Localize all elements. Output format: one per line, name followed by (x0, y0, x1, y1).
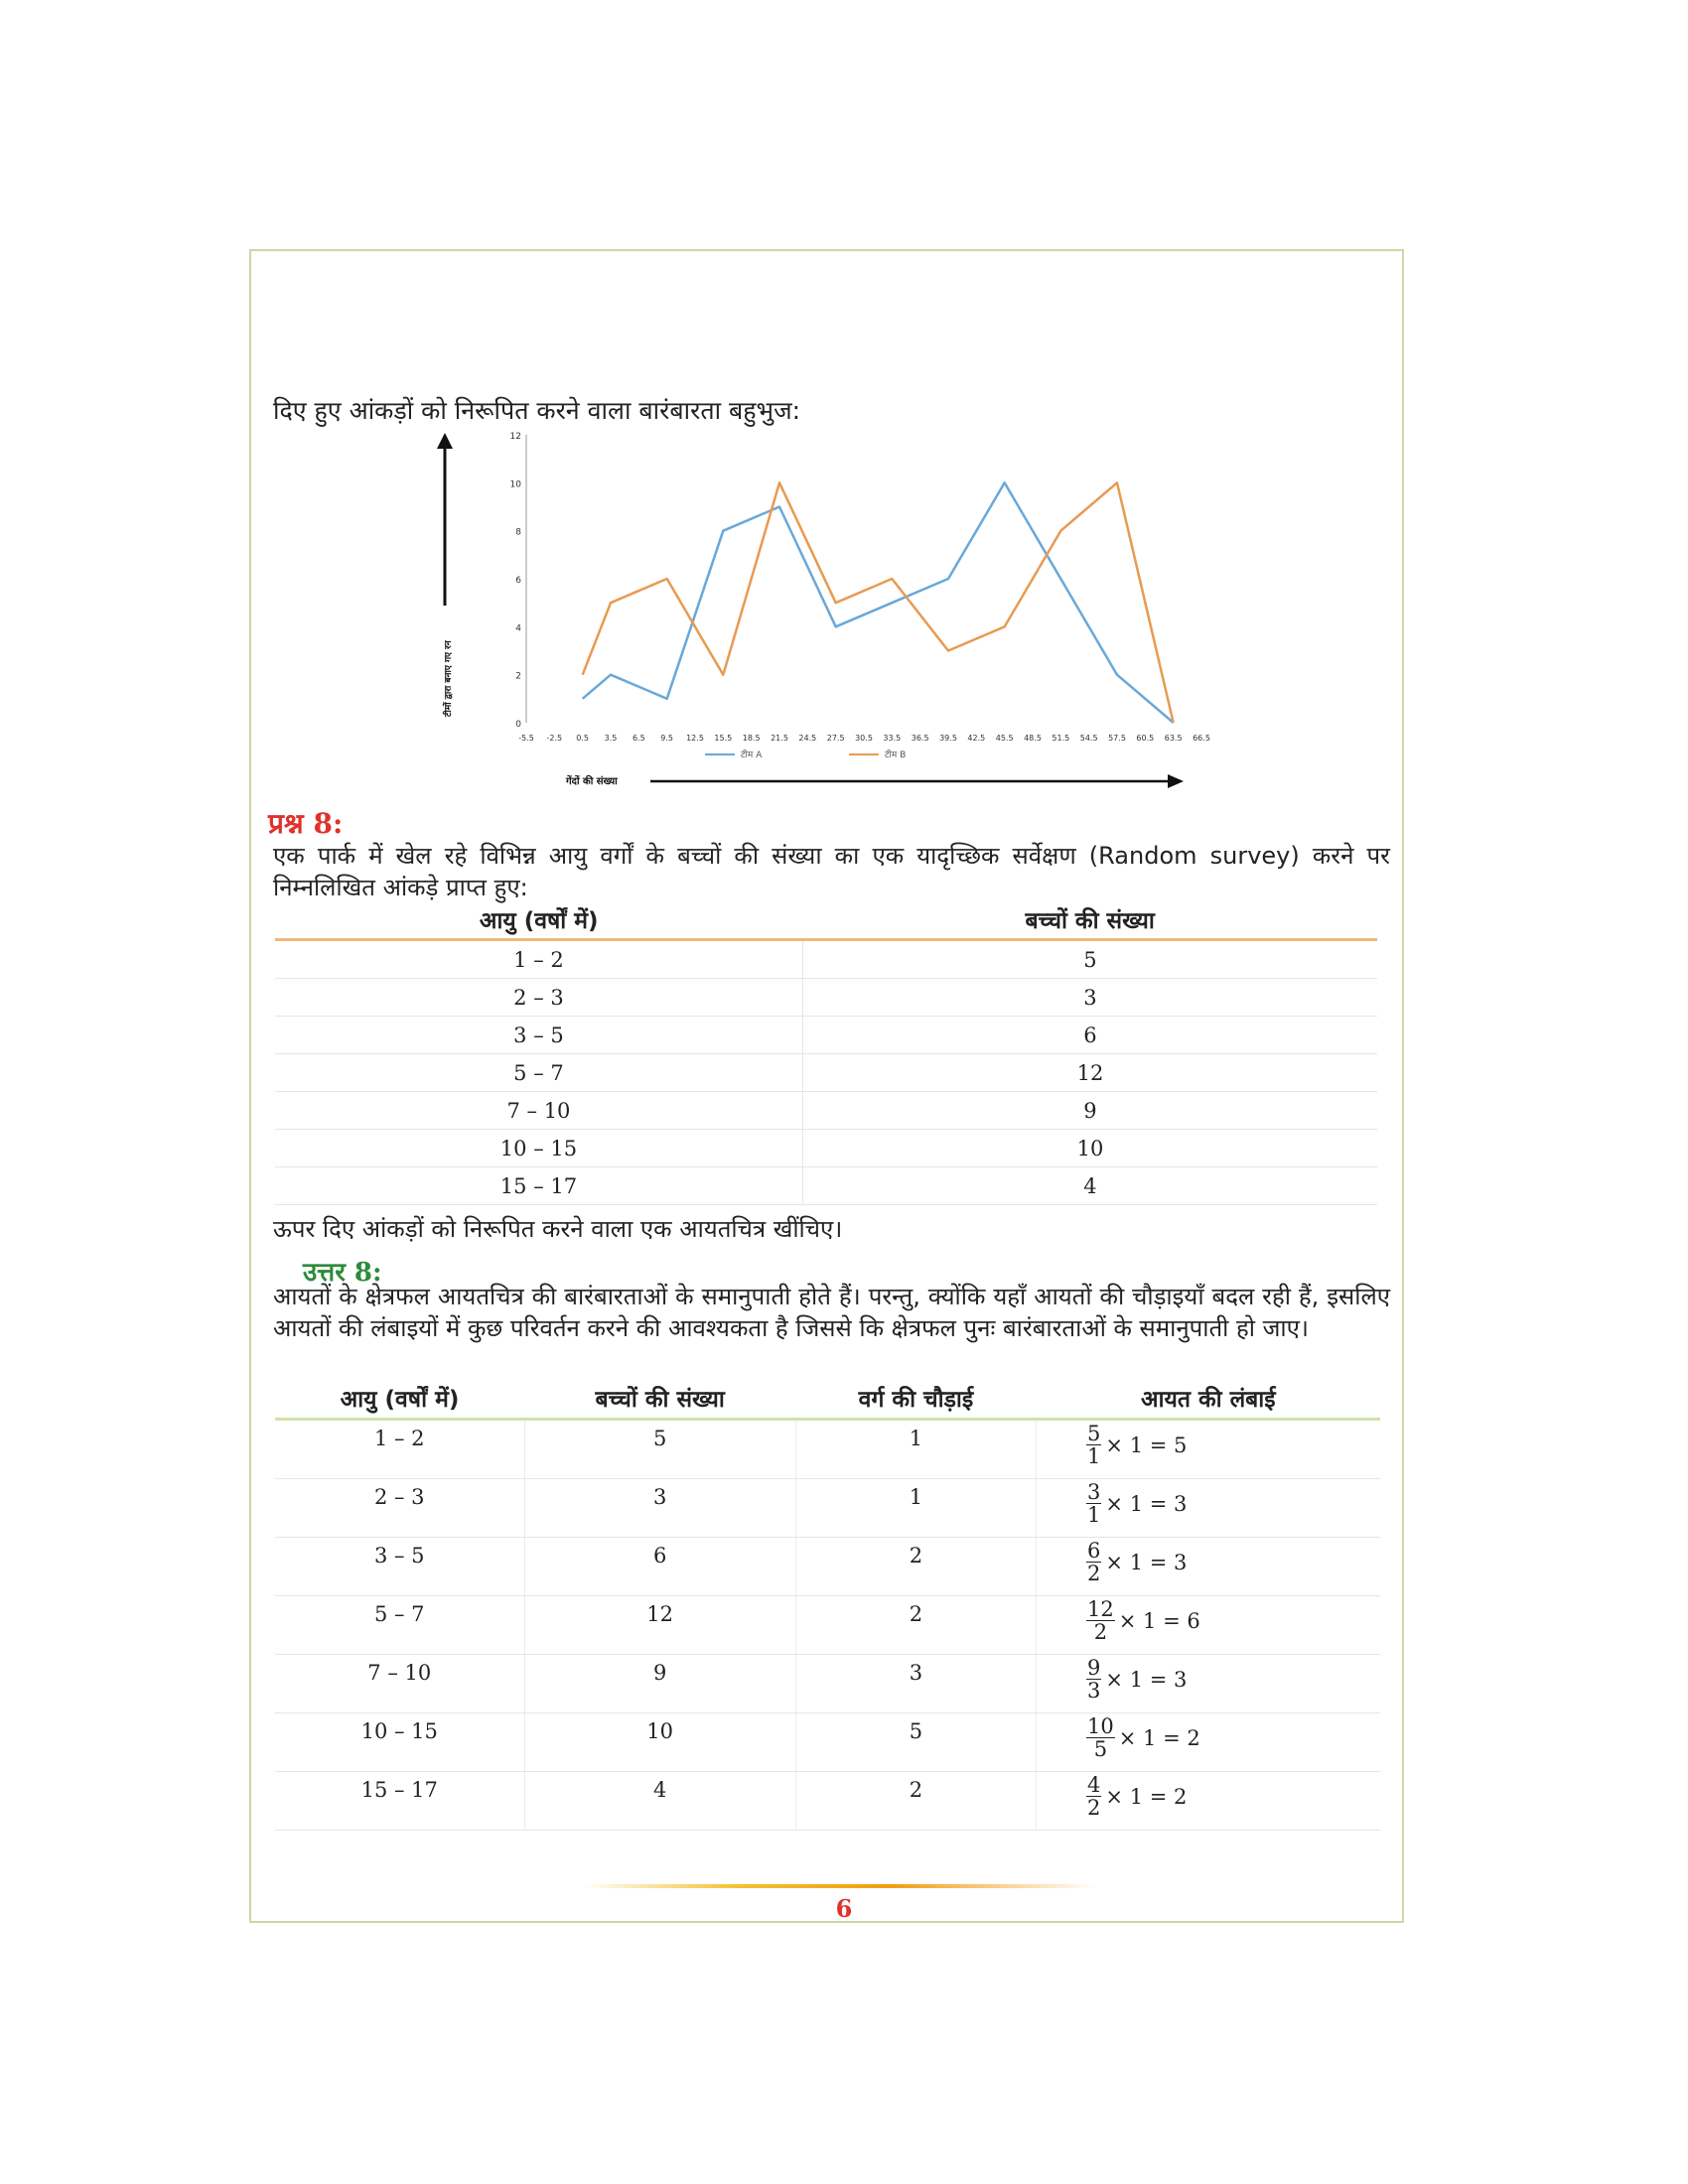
length-cell (1037, 1713, 1380, 1772)
count-cell: 10 (524, 1713, 795, 1772)
length-result: × 1 = 3 (1105, 1667, 1188, 1692)
y-axis-label: टीमों द्वारा बनाए गए रन (444, 640, 454, 717)
table-row (275, 1596, 1380, 1655)
y-tick-label: 6 (515, 576, 521, 586)
width-cell: 5 (795, 1713, 1036, 1772)
header-age: आयु (वर्षों में) (275, 900, 802, 940)
x-tick-label: 3.5 (604, 734, 618, 743)
x-tick-label: 42.5 (967, 734, 986, 743)
length-result: × 1 = 3 (1105, 1491, 1188, 1516)
fraction-numerator: 4 (1087, 1773, 1101, 1797)
table-row (275, 1420, 1380, 1479)
x-tick-label: 63.5 (1164, 734, 1183, 743)
count-cell: 3 (802, 979, 1377, 1017)
length-result: × 1 = 2 (1118, 1725, 1200, 1750)
x-tick-label: 57.5 (1108, 734, 1126, 743)
count-cell: 3 (524, 1479, 795, 1538)
table-row (275, 1092, 1377, 1130)
width-cell: 2 (795, 1538, 1036, 1596)
table-row (275, 1713, 1380, 1772)
x-tick-label: 27.5 (826, 734, 845, 743)
fraction (1086, 1423, 1101, 1467)
footer-divider (581, 1884, 1097, 1888)
count-cell: 4 (802, 1167, 1377, 1205)
count-cell: 10 (802, 1130, 1377, 1167)
x-tick-label: 21.5 (771, 734, 788, 743)
x-tick-label: 6.5 (632, 734, 645, 743)
fraction (1086, 1598, 1115, 1643)
fraction-denominator: 5 (1093, 1737, 1108, 1761)
table-row (275, 1054, 1377, 1092)
fraction (1086, 1540, 1101, 1584)
age-cell: 15 – 17 (275, 1772, 524, 1831)
table-row (275, 1479, 1380, 1538)
width-cell: 1 (795, 1479, 1036, 1538)
table-row (275, 1017, 1377, 1054)
age-cell: 5 – 7 (275, 1596, 524, 1655)
age-cell: 1 – 2 (275, 1420, 524, 1479)
age-cell: 10 – 15 (275, 1713, 524, 1772)
age-cell: 10 – 15 (275, 1130, 802, 1167)
x-tick-label: 12.5 (686, 734, 704, 743)
x-tick-label: 45.5 (995, 734, 1014, 743)
x-tick-label: 18.5 (742, 734, 761, 743)
length-result: × 1 = 5 (1105, 1433, 1188, 1457)
count-cell: 6 (524, 1538, 795, 1596)
survey-table (275, 900, 1377, 1205)
x-tick-label: 15.5 (714, 734, 733, 743)
width-cell: 1 (795, 1420, 1036, 1479)
count-cell: 5 (524, 1420, 795, 1479)
fraction-denominator: 3 (1087, 1679, 1101, 1703)
age-cell: 7 – 10 (275, 1092, 802, 1130)
count-cell: 9 (802, 1092, 1377, 1130)
length-cell (1037, 1538, 1380, 1596)
answer-text: आयतों के क्षेत्रफल आयतचित्र की बारंबारताओं के समानुपाती होते हैं। परन्तु, क्योंकि यहाँ आयतों की चौड़ाइयाँ बदल रही हैं, इसलिए आयतों की लंबाइयों में कुछ परिवर्तन करने की आवश्यकता है जिससे कि क्षेत्रफल पुनः बारंबारताओं के समानुपाती हो जाए। (273, 1283, 1390, 1342)
age-cell: 2 – 3 (275, 1479, 524, 1538)
fraction (1086, 1715, 1115, 1760)
x-tick-label: 54.5 (1079, 734, 1098, 743)
header-children: बच्चों की संख्या (802, 900, 1377, 940)
x-tick-label: 36.5 (911, 734, 929, 743)
header-age: आयु (वर्षों में) (275, 1378, 524, 1420)
length-result: × 1 = 6 (1118, 1608, 1200, 1633)
legend-label: टीम A (741, 751, 763, 760)
question-heading: प्रश्न 8: (268, 807, 344, 840)
length-result: × 1 = 3 (1105, 1550, 1188, 1574)
age-cell: 2 – 3 (275, 979, 802, 1017)
series-line (583, 482, 1174, 723)
table-row (275, 1167, 1377, 1205)
count-cell: 6 (802, 1017, 1377, 1054)
fraction-denominator: 1 (1087, 1503, 1101, 1527)
table-row (275, 1772, 1380, 1831)
page-number: 6 (835, 1894, 853, 1923)
table-row (275, 940, 1377, 979)
fraction-numerator: 9 (1087, 1656, 1101, 1680)
x-tick-label: 39.5 (939, 734, 957, 743)
length-result: × 1 = 2 (1105, 1784, 1188, 1809)
header-class-width: वर्ग की चौड़ाई (795, 1378, 1036, 1420)
table-header-row (275, 900, 1377, 940)
fraction-denominator: 2 (1087, 1562, 1101, 1585)
x-tick-label: -5.5 (518, 734, 534, 743)
x-axis-arrow-head (1168, 774, 1184, 788)
age-cell: 1 – 2 (275, 940, 802, 979)
table-row (275, 1538, 1380, 1596)
x-tick-label: 30.5 (855, 734, 873, 743)
header-rect-length: आयत की लंबाई (1037, 1378, 1380, 1420)
y-tick-label: 2 (515, 671, 521, 682)
fraction-numerator: 5 (1087, 1422, 1101, 1445)
count-cell: 5 (802, 940, 1377, 979)
fraction-denominator: 2 (1093, 1620, 1108, 1644)
length-cell (1037, 1772, 1380, 1831)
table-header-row (275, 1378, 1380, 1420)
polygon-intro-text: दिए हुए आंकड़ों को निरूपित करने वाला बारंबारता बहुभुज: (273, 396, 801, 425)
x-tick-label: 48.5 (1024, 734, 1042, 743)
table-row (275, 1130, 1377, 1167)
count-cell: 12 (802, 1054, 1377, 1092)
question-text: एक पार्क में खेल रहे विभिन्न आयु वर्गों के बच्चों की संख्या का एक यादृच्छिक सर्वेक्षण (Random survey) करने पर निम्नलिखित आंकड़े प्राप्त हुए: (273, 842, 1390, 901)
width-cell: 2 (795, 1772, 1036, 1831)
fraction-numerator: 10 (1087, 1714, 1114, 1738)
x-tick-label: 0.5 (576, 734, 590, 743)
age-cell: 7 – 10 (275, 1655, 524, 1713)
x-tick-label: 66.5 (1193, 734, 1210, 743)
x-tick-label: 33.5 (883, 734, 902, 743)
age-cell: 3 – 5 (275, 1017, 802, 1054)
fraction-numerator: 6 (1087, 1539, 1101, 1563)
x-tick-label: 60.5 (1136, 734, 1155, 743)
x-tick-label: 9.5 (660, 734, 674, 743)
y-tick-label: 8 (515, 527, 521, 538)
frequency-polygon-chart (427, 427, 1221, 804)
table-row (275, 979, 1377, 1017)
y-tick-label: 12 (509, 432, 521, 442)
y-axis-arrow-head (437, 433, 453, 449)
x-tick-label: 51.5 (1052, 734, 1070, 743)
fraction-numerator: 12 (1087, 1597, 1114, 1621)
fraction (1086, 1774, 1101, 1819)
table-row (275, 1655, 1380, 1713)
length-cell (1037, 1596, 1380, 1655)
header-children: बच्चों की संख्या (524, 1378, 795, 1420)
x-tick-label: -2.5 (546, 734, 563, 743)
y-tick-label: 0 (515, 720, 521, 730)
y-tick-label: 4 (515, 623, 521, 634)
count-cell: 4 (524, 1772, 795, 1831)
count-cell: 9 (524, 1655, 795, 1713)
count-cell: 12 (524, 1596, 795, 1655)
x-tick-label: 24.5 (798, 734, 817, 743)
x-axis-label: गेंदों की संख्या (566, 776, 618, 787)
answer-table (275, 1378, 1380, 1831)
length-cell (1037, 1479, 1380, 1538)
fraction-numerator: 3 (1087, 1480, 1101, 1504)
length-cell (1037, 1420, 1380, 1479)
question-instruction: ऊपर दिए आंकड़ों को निरूपित करने वाला एक आयतचित्र खींचिए। (273, 1215, 843, 1243)
age-cell: 3 – 5 (275, 1538, 524, 1596)
fraction-denominator: 1 (1087, 1444, 1101, 1468)
length-cell (1037, 1655, 1380, 1713)
legend-label: टीम B (885, 751, 907, 760)
answer-heading: उत्तर 8: (303, 1258, 382, 1288)
fraction (1086, 1481, 1101, 1526)
age-cell: 5 – 7 (275, 1054, 802, 1092)
width-cell: 2 (795, 1596, 1036, 1655)
fraction (1086, 1657, 1101, 1702)
width-cell: 3 (795, 1655, 1036, 1713)
y-tick-label: 10 (509, 479, 521, 490)
fraction-denominator: 2 (1087, 1796, 1101, 1820)
age-cell: 15 – 17 (275, 1167, 802, 1205)
